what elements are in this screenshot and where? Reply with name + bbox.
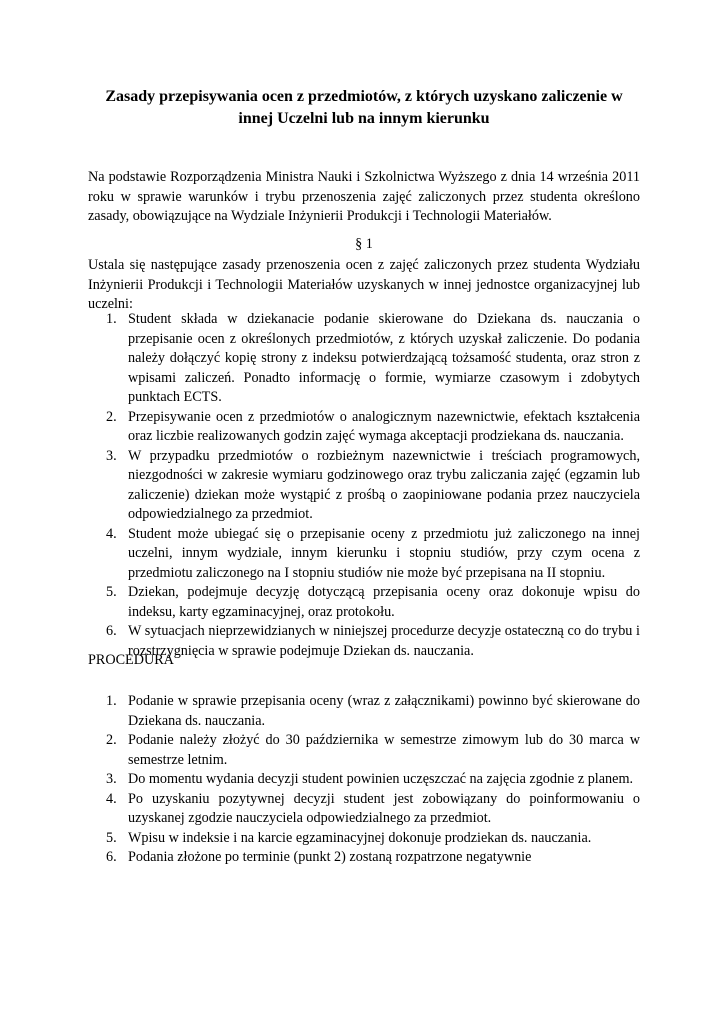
rule-text: Dziekan, podejmuje decyzję dotyczącą przepisania oceny oraz dokonuje wpisu do indeksu, karty egzaminacyjnej, oraz protokołu. <box>128 584 640 620</box>
procedure-number: 6. <box>106 849 117 865</box>
rule-text: Student składa w dziekanacie podanie skierowane do Dziekana ds. nauczania o przepisanie ocen z określonych przedmiotów, z których uzyskał zaliczenie. Do podania należy dołączyć kopię strony z indeksu potwierdzającą tożsamość studenta, oraz stron z wpisami zaliczeń. Ponadto informację o formie, wymiarze czasowym i zdobytych punktach ECTS. <box>128 311 640 405</box>
rule-item <box>106 408 640 447</box>
procedure-number: 4. <box>106 790 117 807</box>
rules-list <box>106 310 640 661</box>
procedure-item <box>106 848 640 868</box>
procedure-text: Po uzyskaniu pozytywnej decyzji student jest zobowiązany do poinformowaniu o uzyskanej zgodzie nauczyciela odpowiedzialnego za przedmiot. <box>128 790 640 826</box>
rule-text: W przypadku przedmiotów o rozbieżnym nazewnictwie i treściach programowych, niezgodności w zakresie wymiaru godzinowego oraz trybu zaliczania zajęć (egzamin lub zaliczenie) dziekan może wystąpić z prośbą o zaopiniowane podania przez nauczyciela odpowiedzialnego za przedmiot. <box>128 447 640 522</box>
rule-number: 3. <box>106 447 117 464</box>
procedure-item <box>106 692 640 731</box>
rule-number: 4. <box>106 525 117 542</box>
section-mark: § 1 <box>355 236 373 252</box>
procedure-item <box>106 790 640 829</box>
procedure-number: 3. <box>106 771 117 787</box>
procedure-item <box>106 731 640 770</box>
rule-item <box>106 525 640 584</box>
procedure-number: 2. <box>106 732 117 748</box>
rule-item <box>106 622 640 661</box>
procedure-text: Podania złożone po terminie (punkt 2) zostaną rozpatrzone negatywnie <box>128 849 532 865</box>
intro-paragraph: Na podstawie Rozporządzenia Ministra Nauki i Szkolnictwa Wyższego z dnia 14 września 2011 roku w sprawie warunków i trybu przenoszenia zajęć zaliczonych przez studenta określono zasady, obowiązujące na Wydziale Inżynierii Produkcji i Technologii Materiałów. <box>88 169 640 224</box>
rule-item <box>106 310 640 408</box>
rule-number: 1. <box>106 311 117 327</box>
procedure-list <box>106 692 640 868</box>
procedure-number: 5. <box>106 829 117 846</box>
procedure-heading: PROCEDURA <box>88 652 174 668</box>
procedure-text: Podanie w sprawie przepisania oceny (wraz z załącznikami) powinno być skierowane do Dziekana ds. nauczania. <box>128 693 640 729</box>
procedure-number: 1. <box>106 693 117 709</box>
rules-intro-paragraph: Ustala się następujące zasady przenoszenia ocen z zajęć zaliczonych przez studenta Wydziału Inżynierii Produkcji i Technologii Materiałów uzyskanych w innej jednostce organizacyjnej lub uczelni: <box>88 257 640 312</box>
rule-number: 6. <box>106 623 117 639</box>
rule-text: Student może ubiegać się o przepisanie oceny z przedmiotu już zaliczonego na innej uczelni, innym wydziale, innym kierunku i stopniu studiów, przy czym ocena z przedmiotu zaliczonego na I stopniu studiów nie może być przepisana na II stopniu. <box>128 525 640 581</box>
procedure-text: Wpisu w indeksie i na karcie egzaminacyjnej dokonuje prodziekan ds. nauczania. <box>128 829 592 846</box>
document-title: Zasady przepisywania ocen z przedmiotów, z których uzyskano zaliczenie w innej Uczelni lub na innym kierunku <box>105 88 623 127</box>
rule-number: 2. <box>106 408 117 425</box>
rule-text: Przepisywanie ocen z przedmiotów o analogicznym nazewnictwie, efektach kształcenia oraz liczbie realizowanych godzin zajęć wymaga akceptacji prodziekana ds. nauczania. <box>128 408 640 444</box>
rule-number: 5. <box>106 584 117 600</box>
procedure-text: Do momentu wydania decyzji student powinien uczęszczać na zajęcia zgodnie z planem. <box>128 771 634 787</box>
procedure-item <box>106 829 640 849</box>
procedure-item <box>106 770 640 790</box>
rule-item <box>106 583 640 622</box>
rule-text: W sytuacjach nieprzewidzianych w niniejszej procedurze decyzje ostateczną co do trybu i rozstrzygnięcia w sprawie podejmuje Dziekan ds. nauczania. <box>128 623 640 659</box>
rule-item <box>106 447 640 525</box>
procedure-text: Podanie należy złożyć do 30 października w semestrze zimowym lub do 30 marca w semestrze letnim. <box>128 732 640 768</box>
